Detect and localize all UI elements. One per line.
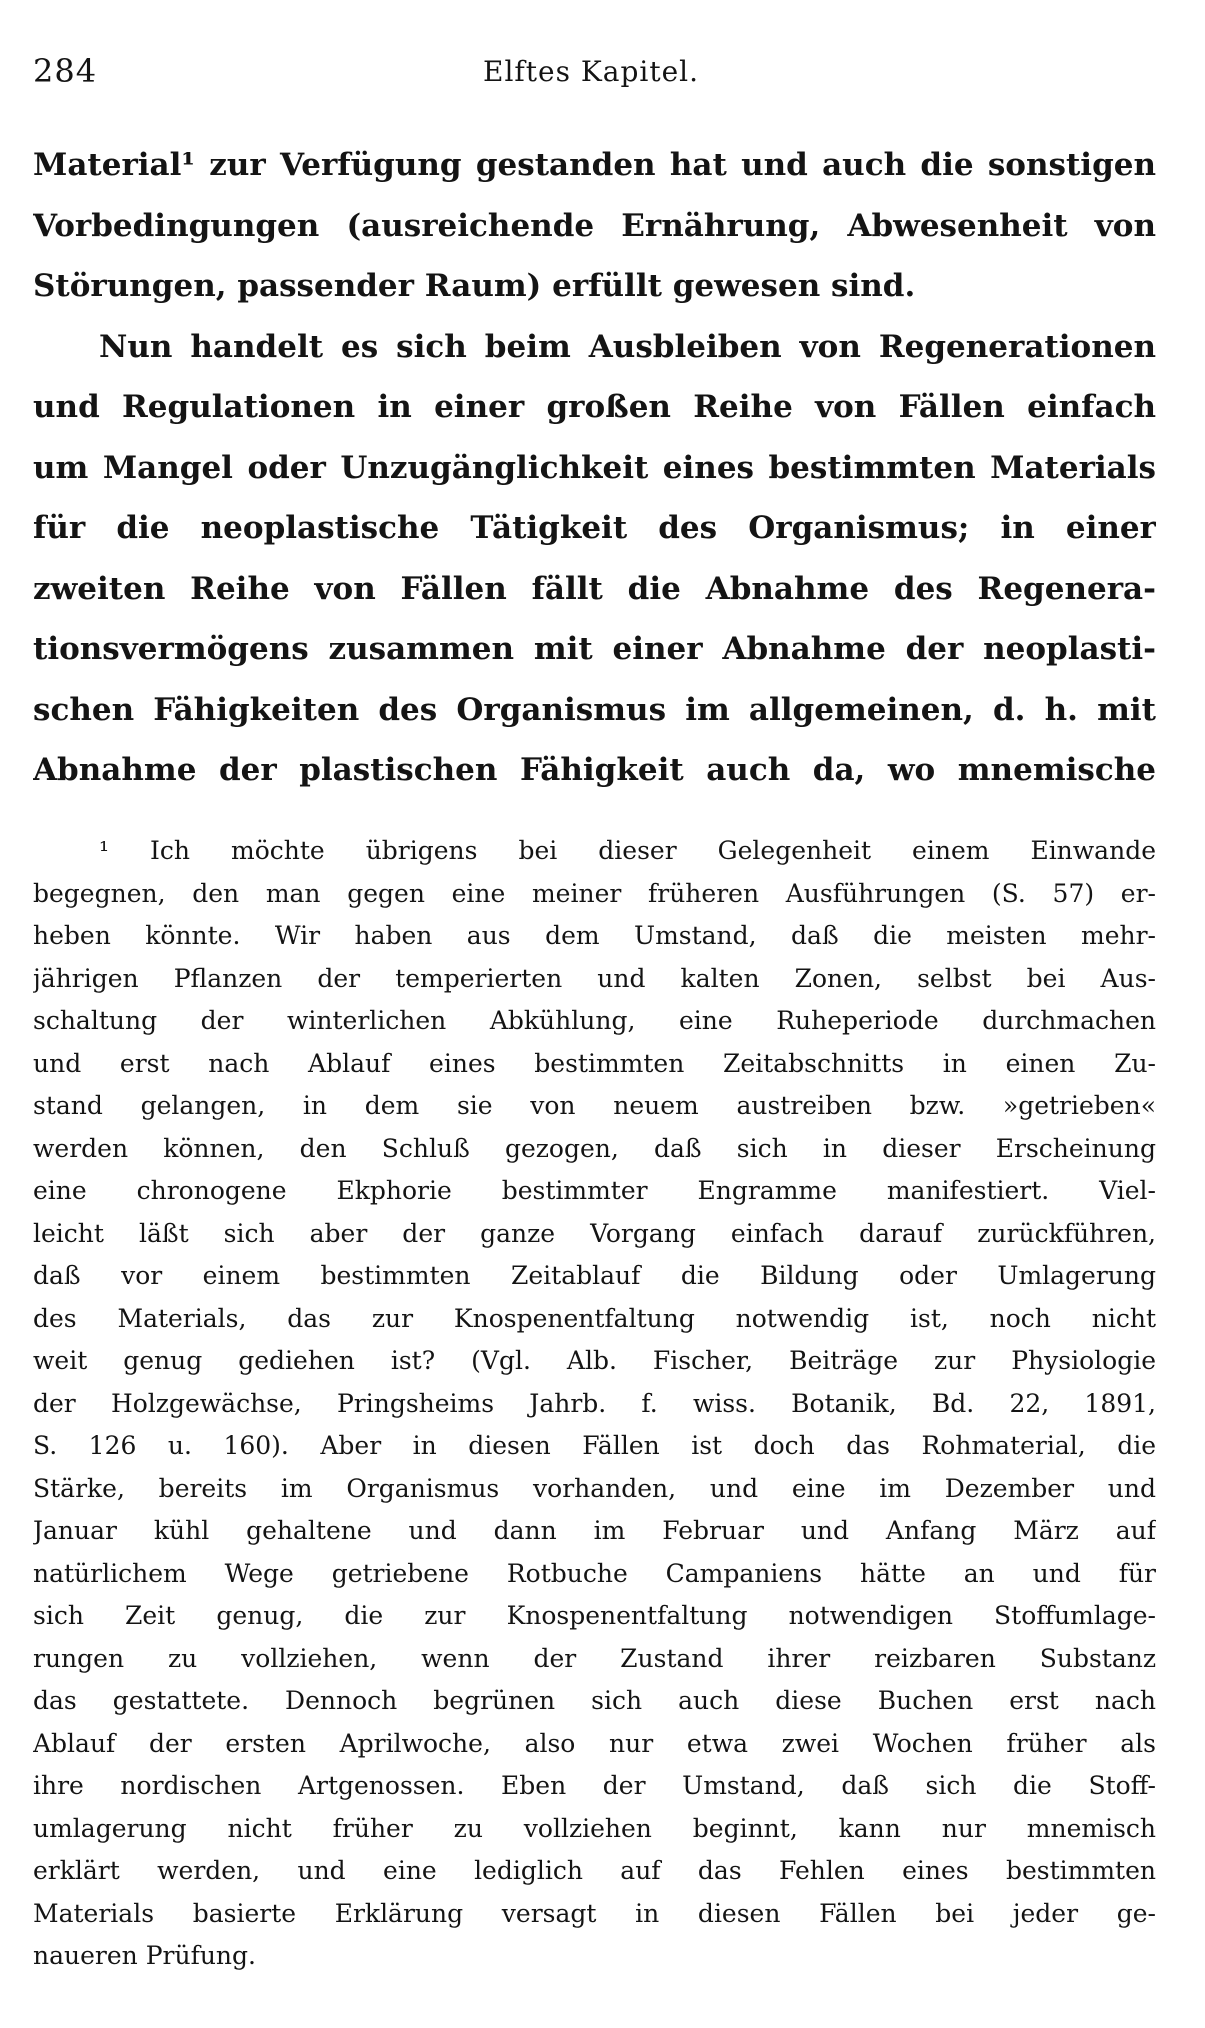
body-line: Störungen, passender Raum) erfüllt gewesen sind. [33, 268, 916, 304]
footnote-line: heben könnte. Wir haben aus dem Umstand, daß die meisten mehr- [33, 921, 1156, 950]
footnote-line: umlagerung nicht früher zu vollziehen beginnt, kann nur mnemisch [33, 1813, 1156, 1843]
footnote-line: natürlichem Wege getriebene Rotbuche Campaniens hätte an und für [33, 1558, 1156, 1588]
body-line: und Regulationen in einer großen Reihe von Fällen einfach [33, 389, 1156, 425]
footnote-line: begegnen, den man gegen eine meiner früheren Ausführungen (S. 57) er- [33, 878, 1156, 908]
footnote-line: rungen zu vollziehen, wenn der Zustand ihrer reizbaren Substanz [33, 1643, 1156, 1673]
body-line: Nun handelt es sich beim Ausbleiben von Regenerationen [99, 328, 1156, 365]
footnote-line: eine chronogene Ekphorie bestimmter Engramme manifestiert. Viel- [33, 1176, 1156, 1205]
body-line: schen Fähigkeiten des Organismus im allgemeinen, d. h. mit [33, 691, 1156, 728]
body-line: Material¹ zur Verfügung gestanden hat und auch die sonstigen [33, 147, 1156, 183]
footnote [33, 830, 1156, 1978]
footnote-line: schaltung der winterlichen Abkühlung, eine Ruheperiode durchmachen [33, 1006, 1156, 1035]
body-line: um Mangel oder Unzugänglichkeit eines bestimmten Materials [33, 449, 1156, 486]
footnote-line: ihre nordischen Artgenossen. Eben der Umstand, daß sich die Stoff- [33, 1771, 1156, 1800]
footnote-line: weit genug gediehen ist? (Vgl. Alb. Fischer, Beiträge zur Physiologie [33, 1346, 1156, 1375]
footnote-line: Ablauf der ersten Aprilwoche, also nur etwa zwei Wochen früher als [33, 1728, 1156, 1758]
footnote-line: der Holzgewächse, Pringsheims Jahrb. f. wiss. Botanik, Bd. 22, 1891, [33, 1388, 1156, 1418]
footnote-line: daß vor einem bestimmten Zeitablauf die Bildung oder Umlagerung [33, 1261, 1156, 1290]
page-header [33, 52, 1156, 102]
footnote-line: und erst nach Ablauf eines bestimmten Zeitabschnitts in einen Zu- [33, 1048, 1156, 1078]
footnote-line: erklärt werden, und eine lediglich auf das Fehlen eines bestimmten [33, 1856, 1156, 1885]
page-number: 284 [33, 52, 98, 90]
body-line: für die neoplastische Tätigkeit des Organismus; in einer [33, 510, 1156, 546]
footnote-line: Januar kühl gehaltene und dann im Februar und Anfang März auf [33, 1516, 1156, 1545]
body-line: zweiten Reihe von Fällen fällt die Abnahme des Regenera- [33, 570, 1156, 607]
footnote-line: sich Zeit genug, die zur Knospenentfaltung notwendigen Stoffumlage- [33, 1601, 1156, 1630]
footnote-line: naueren Prüfung. [33, 1941, 256, 1970]
book-page [33, 0, 1156, 2028]
footnote-line: des Materials, das zur Knospenentfaltung notwendig ist, noch nicht [33, 1303, 1156, 1333]
footnote-line: jährigen Pflanzen der temperierten und kalten Zonen, selbst bei Aus- [33, 963, 1156, 993]
footnote-line: S. 126 u. 160). Aber in diesen Fällen ist doch das Rohmaterial, die [33, 1431, 1156, 1460]
footnote-line: das gestattete. Dennoch begrünen sich auch diese Buchen erst nach [33, 1686, 1156, 1715]
footnote-line: Materials basierte Erklärung versagt in diesen Fällen bei jeder ge- [33, 1898, 1156, 1928]
footnote-line: Stärke, bereits im Organismus vorhanden, und eine im Dezember und [33, 1473, 1156, 1503]
footnote-line: leicht läßt sich aber der ganze Vorgang einfach darauf zurückführen, [33, 1218, 1156, 1248]
footnote-line: ¹ Ich möchte übrigens bei dieser Gelegenheit einem Einwande [99, 836, 1156, 865]
running-head: Elftes Kapitel. [483, 55, 700, 88]
body-line: tionsvermögens zusammen mit einer Abnahme der neoplasti- [33, 631, 1156, 667]
footnote-line: werden können, den Schluß gezogen, daß sich in dieser Erscheinung [33, 1133, 1156, 1163]
body-line: Abnahme der plastischen Fähigkeit auch da, wo mnemische [33, 752, 1156, 788]
body-text [33, 135, 1156, 801]
footnote-line: stand gelangen, in dem sie von neuem austreiben bzw. »getrieben« [33, 1091, 1156, 1120]
body-line: Vorbedingungen (ausreichende Ernährung, Abwesenheit von [33, 207, 1156, 244]
